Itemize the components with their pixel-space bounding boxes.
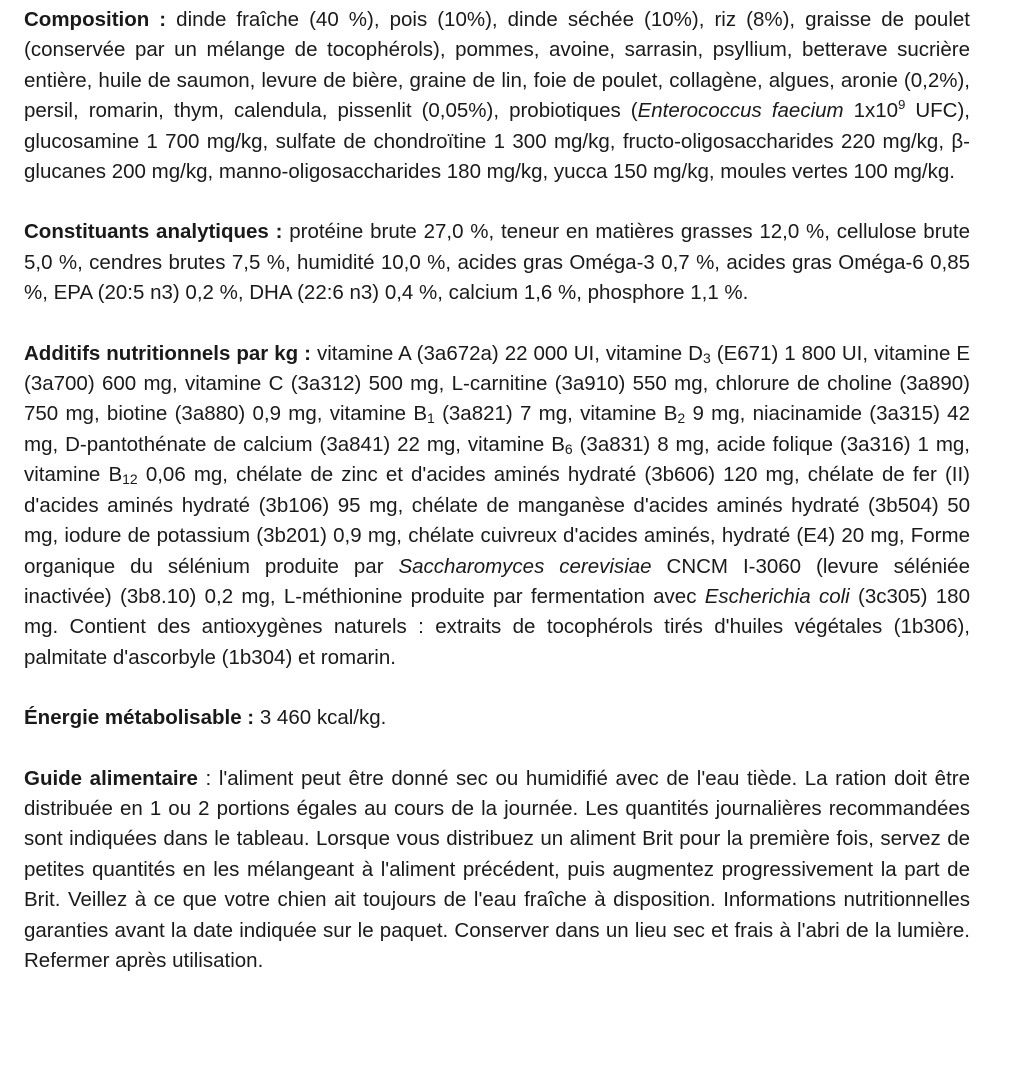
composition-paragraph (24, 5, 970, 187)
additifs-sub-b12: 12 (122, 471, 138, 488)
constituants-paragraph (24, 217, 970, 308)
composition-species: Enterococcus faecium (637, 99, 844, 123)
additifs-sub-b2: 2 (677, 410, 686, 427)
additifs-text-1: vitamine A (3a672a) 22 000 UI, vitamine D (311, 341, 703, 365)
energie-text: 3 460 kcal/kg. (254, 706, 387, 730)
energie-heading: Énergie métabolisable : (24, 706, 255, 730)
composition-exponent: 9 (898, 97, 906, 113)
guide-paragraph (24, 764, 970, 977)
composition-text-3: UFC), glucosamine 1 700 mg/kg, sulfate de chondroïtine 1 300 mg/kg, fructo-oligosaccharides 220 mg/kg, β-glucanes 200 mg/kg, manno-oligosaccharides 180 mg/kg, yucca 150 mg/kg, moules vertes 100 mg/kg. (24, 99, 970, 184)
additifs-species-2: Escherichia coli (704, 584, 850, 608)
additifs-text-7: CNCM I-3060 (levure séléniée inactivée) (3b8.10) 0,2 mg, L-méthionine produite par fermentation avec (24, 554, 970, 608)
additifs-species-1: Saccharomyces cerevisiae (398, 554, 652, 578)
energie-paragraph (24, 703, 970, 733)
additifs-sub-b6: 6 (564, 440, 573, 457)
constituants-text: protéine brute 27,0 %, teneur en matières grasses 12,0 %, cellulose brute 5,0 %, cendres brutes 7,5 %, humidité 10,0 %, acides gras Oméga-3 0,7 %, acides gras Oméga-6 0,85 %, EPA (20:5 n3) 0,2 %, DHA (22:6 n3) 0,4 %, calcium 1,6 %, phosphore 1,1 %. (24, 220, 971, 305)
additifs-heading: Additifs nutritionnels par kg : (24, 341, 311, 365)
additifs-sub-b1: 1 (427, 410, 435, 427)
additifs-text-4: 9 mg, niacinamide (3a315) 42 mg, D-pantothénate de calcium (3a841) 22 mg, vitamine B (24, 402, 970, 456)
additifs-text-2: (E671) 1 800 UI, vitamine E (3a700) 600 mg, vitamine C (3a312) 500 mg, L-carnitine (3a910) 550 mg, chlorure de choline (3a890) 750 mg, biotine (3a880) 0,9 mg, vitamine B (24, 341, 970, 426)
additifs-text-6: 0,06 mg, chélate de zinc et d'acides aminés hydraté (3b606) 120 mg, chélate de fer (II) d'acides aminés hydraté (3b106) 95 mg, chélate de manganèse d'acides aminés hydraté (3b504) 50 mg, iodure de potassium (3b201) 0,9 mg, chélate cuivreux d'acides aminés, hydraté (E4) 20 mg, Forme organique du sélénium produite par (24, 463, 970, 578)
guide-heading: Guide alimentaire (24, 766, 198, 790)
additifs-sub-d3: 3 (702, 349, 711, 366)
additifs-text-8: (3c305) 180 mg. Contient des antioxygènes naturels : extraits de tocophérols tirés d'huiles végétales (1b306), palmitate d'ascorbyle (1b304) et romarin. (24, 584, 970, 669)
guide-text: : l'aliment peut être donné sec ou humidifié avec de l'eau tiède. La ration doit être distribuée en 1 ou 2 portions égales au cours de la journée. Les quantités journalières recommandées sont indiquées dans le tableau. Lorsque vous distribuez un aliment Brit pour la première fois, servez de petites quantités en les mélangeant à l'aliment précédent, puis augmentez progressivement la part de Brit. Veillez à ce que votre chien ait toujours de l'eau fraîche à disposition. Informations nutritionnelles garanties avant la date indiquée sur le paquet. Conserver dans un lieu sec et frais à l'abri de la lumière. Refermer après utilisation. (24, 766, 971, 972)
constituants-heading: Constituants analytiques : (24, 220, 283, 244)
additifs-text-3: (3a821) 7 mg, vitamine B (434, 402, 678, 426)
composition-text-2: 1x10 (843, 99, 899, 123)
composition-text-1: dinde fraîche (40 %), pois (10%), dinde séchée (10%), riz (8%), graisse de poulet (conservée par un mélange de tocophérols), pommes, avoine, sarrasin, psyllium, betterave sucrière entière, huile de saumon, levure de bière, graine de lin, foie de poulet, collagène, algues, aronie (0,2%), persil, romarin, thym, calendula, pissenlit (0,05%), probiotiques ( (24, 8, 970, 123)
composition-heading: Composition : (24, 8, 167, 31)
additifs-text-5: (3a831) 8 mg, acide folique (3a316) 1 mg, vitamine B (24, 432, 970, 487)
additifs-paragraph (24, 339, 970, 673)
